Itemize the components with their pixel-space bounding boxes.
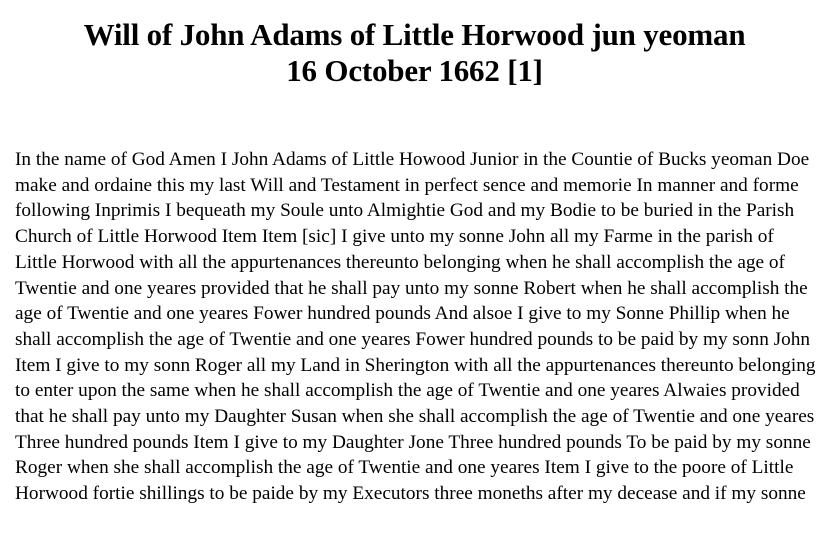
will-body-paragraph: In the name of God Amen I John Adams of Little Howood Junior in the Countie of Bucks yeoman Doe make and ordaine this my last Will and Testament in perfect sence and memorie In manner and forme following Inprimis I bequeath my Soule unto Almightie God and my Bodie to be buried in the Parish Church of Little Horwood Item Item [sic] I give unto my sonne John all my Farme in the parish of Little Horwood with all the appurtenances thereunto belonging when he shall accomplish the age of Twentie and one yeares provided that he shall pay unto my sonne Robert when he shall accomplish the age of Twentie and one yeares Fower hundred pounds And alsoe I give to my Sonne Phillip when he shall accomplish the age of Twentie and one yeares Fower hundred pounds to be paid by my sonn John Item I give to my sonn Roger all my Land in Sherington with all the appurtenances thereunto belonging to enter upon the same when he shall accomplish the age of Twentie and one yeares Alwaies provided that he shall pay unto my Daughter Susan when she shall accomplish the age of Twentie and one yeares Three hundred pounds Item I give to my Daughter Jone Three hundred pounds To be paid by my sonne Roger when she shall accomplish the age of Twentie and one yeares Item I give to the poore of Little Horwood fortie shillings to be paide by my Executors three moneths after my decease and if my sonne: [15, 149, 816, 505]
title-line-date: 16 October 1662 [1]: [286, 53, 543, 88]
page-title: [0, 0, 829, 89]
title-line-name: Will of John Adams of Little Horwood jun yeoman: [83, 17, 746, 52]
